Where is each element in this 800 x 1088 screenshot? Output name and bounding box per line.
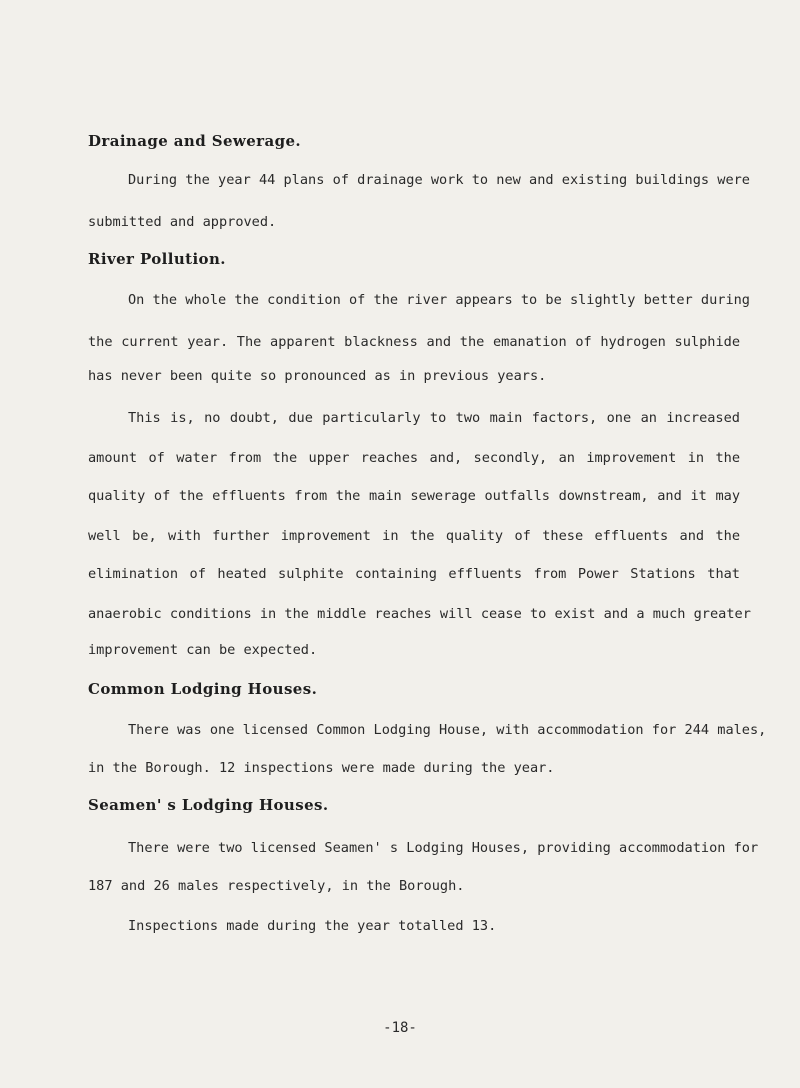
drainage-line-2: submitted and approved. [88,214,277,230]
heading-drainage-and-sewerage: Drainage and Sewerage. [88,132,302,150]
river-para2-line-2: amount of water from the upper reaches and, secondly, an improvement in the [88,450,740,466]
river-para1-line-1: On the whole the condition of the river appears to be slightly better during [128,292,750,308]
river-para1-line-3: has never been quite so pronounced as in previous years. [88,368,547,384]
common-lodging-line-2: in the Borough. 12 inspections were made during the year. [88,760,555,776]
seamens-lodging-line-3: Inspections made during the year totalled 13. [128,918,497,934]
river-para2-line-6: anaerobic conditions in the middle reaches will cease to exist and a much greater [88,606,751,622]
river-para2-line-4: well be, with further improvement in the quality of these effluents and the [88,528,740,544]
heading-seamens-lodging-houses: Seamen' s Lodging Houses. [88,796,329,814]
drainage-line-1: During the year 44 plans of drainage work to new and existing buildings were [128,172,750,188]
common-lodging-line-1: There was one licensed Common Lodging House, with accommodation for 244 males, [128,722,767,738]
page-number: -18- [383,1020,417,1036]
river-para2-line-3: quality of the effluents from the main sewerage outfalls downstream, and it may [88,488,740,504]
river-para2-line-1: This is, no doubt, due particularly to two main factors, one an increased [128,410,740,426]
seamens-lodging-line-1: There were two licensed Seamen' s Lodging Houses, providing accommodation for [128,840,759,856]
river-para2-line-7: improvement can be expected. [88,642,318,658]
river-para2-line-5: elimination of heated sulphite containing effluents from Power Stations that [88,566,740,582]
heading-common-lodging-houses: Common Lodging Houses. [88,680,318,698]
seamens-lodging-line-2: 187 and 26 males respectively, in the Borough. [88,878,465,894]
heading-river-pollution: River Pollution. [88,250,226,268]
river-para1-line-2: the current year. The apparent blackness and the emanation of hydrogen sulphide [88,334,740,350]
